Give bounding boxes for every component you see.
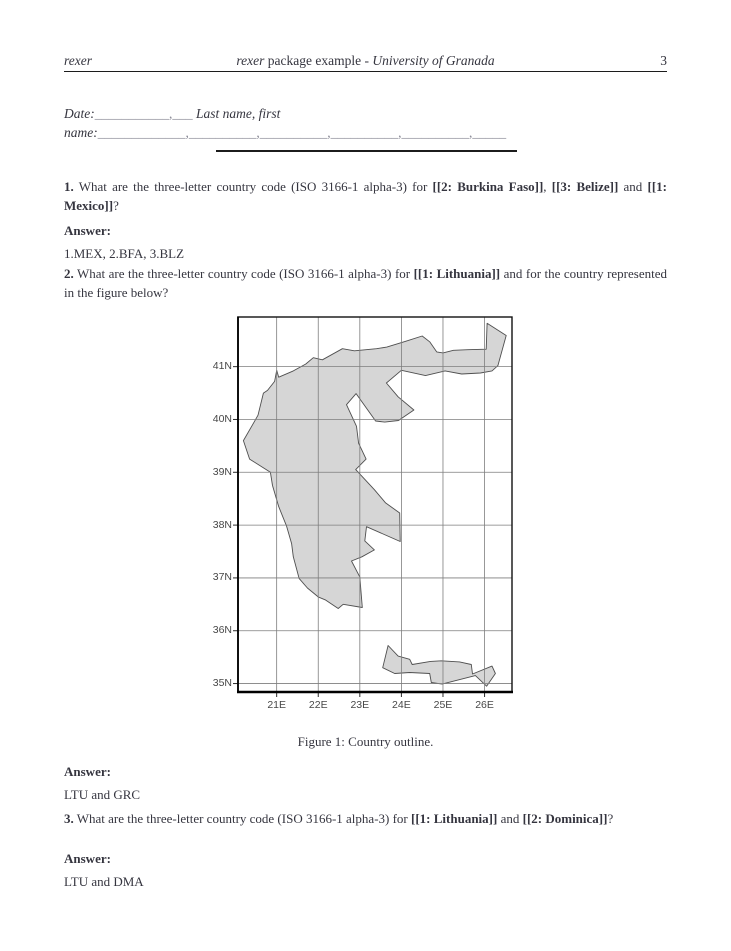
text-segment: [[1: Mexico]] [64, 179, 667, 213]
date-name-line [64, 104, 667, 142]
question-3 [64, 809, 667, 828]
text-segment: and [618, 179, 648, 194]
y-tick-label: 39N [212, 465, 232, 478]
figure-caption: Figure 1: Country outline. [297, 734, 434, 749]
country-outline-map [238, 317, 512, 692]
x-tick-label: 25E [433, 699, 453, 711]
answer-2-label: Answer: [64, 764, 111, 779]
text-segment: 2. [64, 266, 74, 281]
text-segment: [[3: Belize]] [551, 179, 619, 194]
text-segment: ? [113, 198, 119, 213]
text-segment: What are the three-letter country code (ISO 3166-1 alpha-3) for [73, 179, 433, 194]
text-segment: [[2: Dominica]] [522, 811, 608, 826]
figure-1 [212, 317, 512, 711]
y-tick-label: 37N [212, 571, 232, 584]
question-1 [64, 177, 667, 215]
text-segment: [[2: Burkina Faso]] [432, 179, 544, 194]
text-segment: Date: [64, 106, 95, 121]
text-segment: Last name, first name: [64, 106, 281, 140]
text-segment: rexer [236, 53, 265, 68]
blank-underline: _____________,__________,__________,__________,__________,_____ [97, 125, 507, 140]
crete-outline [383, 646, 496, 687]
header-left-title: rexer [64, 53, 92, 68]
y-tick-label: 40N [212, 412, 232, 425]
answer-1-value: 1.MEX, 2.BFA, 3.BLZ [64, 246, 185, 261]
text-segment: and [497, 811, 523, 826]
y-tick-label: 41N [212, 360, 232, 373]
text-segment: and for the country represented in the figure below? [64, 266, 667, 300]
text-segment: 1. [64, 179, 74, 194]
page-number: 3 [660, 53, 667, 68]
text-segment: 3. [64, 811, 74, 826]
header-rule [64, 71, 667, 72]
mainland-greece-outline [243, 323, 506, 608]
x-tick-label: 24E [392, 699, 411, 711]
answer-3-value: LTU and DMA [64, 874, 144, 889]
answer-3-label: Answer: [64, 851, 111, 866]
text-segment: , [543, 179, 552, 194]
text-segment: [[1: Lithuania]] [413, 266, 501, 281]
x-tick-label: 23E [350, 699, 370, 711]
y-tick-label: 36N [212, 624, 232, 637]
x-tick-label: 21E [267, 699, 286, 711]
blank-underline: ___________,___ [94, 106, 193, 121]
x-tick-label: 26E [475, 699, 494, 711]
y-tick-label: 38N [212, 518, 232, 531]
text-segment: ? [607, 811, 614, 826]
separator-rule [216, 150, 517, 152]
text-segment: [[1: Lithuania]] [411, 811, 498, 826]
answer-2-value: LTU and GRC [64, 787, 141, 802]
answer-1-label: Answer: [64, 223, 111, 238]
header-center-title [0, 53, 731, 69]
text-segment: What are the three-letter country code (ISO 3166-1 alpha-3) for [73, 266, 414, 281]
question-2 [64, 264, 667, 302]
text-segment: package example - [264, 53, 373, 68]
text-segment: University of Granada [372, 53, 495, 68]
x-tick-label: 22E [308, 699, 328, 711]
y-tick-label: 35N [212, 677, 232, 690]
text-segment: What are the three-letter country code (ISO 3166-1 alpha-3) for [73, 811, 412, 826]
